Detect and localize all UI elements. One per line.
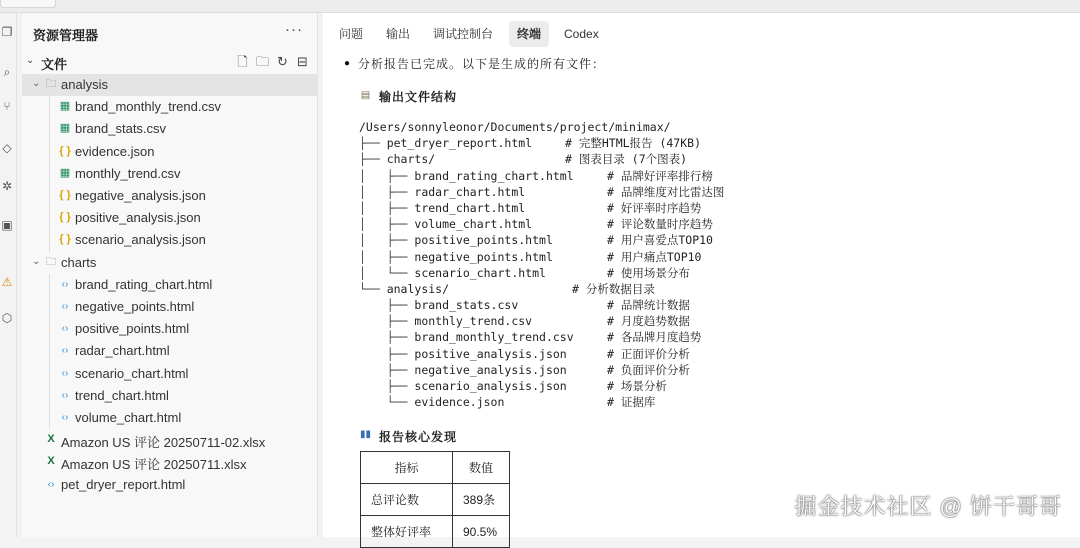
csv-file-icon: ▦ [58,100,72,113]
listing-comment: # 品牌统计数据 [607,297,690,313]
file-scenario-chart-html[interactable] [22,363,318,385]
listing-filename: positive_analysis.json [414,347,566,361]
listing-filename: radar_chart.html [414,185,525,199]
bullet-icon: ● [344,58,350,69]
tree-item-label: brand_monthly_trend.csv [75,99,221,114]
path-line: /Users/sonnyleonor/Documents/project/minimax/ [359,119,799,135]
tree-branch: ├── [359,136,387,150]
tree-item-label: negative_points.html [75,299,194,314]
tree-listing-line [359,329,799,345]
file-brand-stats-csv[interactable] [22,118,318,140]
explorer-title: 资源管理器 [33,25,98,44]
tree-item-label: radar_chart.html [75,343,170,358]
html-file-icon: ‹› [58,300,72,313]
file-positive-analysis-json[interactable] [22,207,318,229]
file-radar-chart-html[interactable] [22,340,318,362]
tree-branch: └── [359,395,414,409]
tree-branch: ├── [359,298,414,312]
csv-file-icon: ▦ [58,122,72,135]
folder-icon: 🗀 [44,256,58,269]
tree-branch: ├── [359,379,414,393]
file-volume-chart-html[interactable] [22,407,318,429]
table-header: 指标 [361,452,453,484]
listing-comment: # 好评率时序趋势 [607,200,701,216]
bottom-panel [323,13,1080,537]
excel-file-icon: X [44,455,58,468]
tree-item-label: scenario_analysis.json [75,232,206,247]
tree-listing-line [359,232,799,248]
tree-listing-line [359,394,799,410]
tree-branch: ├── [359,330,414,344]
chevron-down-icon: ⌄ [26,55,34,66]
file-brand-monthly-trend-csv[interactable] [22,96,318,118]
search-icon[interactable]: ⌕ [0,65,14,79]
html-file-icon: ‹› [44,478,58,491]
listing-filename: volume_chart.html [414,217,532,231]
tree-branch: │ ├── [359,217,414,231]
html-file-icon: ‹› [58,411,72,424]
json-file-icon: { } [58,233,72,246]
tree-listing-line [359,151,799,167]
warning-icon[interactable]: ⚠ [0,275,14,289]
tree-branch: ├── [359,152,387,166]
package-icon[interactable]: ⬡ [0,311,14,325]
section-actions [235,54,310,69]
explorer-sidebar [22,13,318,537]
html-file-icon: ‹› [58,278,72,291]
files-icon[interactable]: ❐ [0,25,14,39]
tab-problems[interactable]: 问题 [331,21,371,47]
table-header: 数值 [453,452,510,484]
listing-filename: analysis/ [387,282,449,296]
folder-analysis[interactable] [22,74,318,96]
bar-chart-icon: ▮▮ [359,429,372,441]
listing-filename: monthly_trend.csv [414,314,532,328]
file-evidence-json[interactable] [22,141,318,163]
tree-item-label: pet_dryer_report.html [61,477,185,492]
tree-listing-line [359,216,799,232]
tree-item-label: monthly_trend.csv [75,166,181,181]
tab-terminal[interactable]: 终端 [509,21,549,47]
tree-item-label: positive_points.html [75,321,189,336]
new-file-icon[interactable]: 🗋 [235,54,250,69]
listing-comment: # 用户喜爱点TOP10 [607,232,713,248]
tree-branch: ├── [359,347,414,361]
remote-explorer-icon[interactable]: ▣ [0,218,14,232]
file-root-2[interactable] [22,474,318,496]
listing-comment: # 证据库 [607,394,655,410]
tree-listing-line [359,265,799,281]
html-file-icon: ‹› [58,367,72,380]
tree-listing-line [359,313,799,329]
listing-filename: pet_dryer_report.html [387,136,532,150]
listing-filename: brand_rating_chart.html [414,169,573,183]
tree-listing-line [359,297,799,313]
listing-filename: negative_points.html [414,250,552,264]
listing-filename: positive_points.html [414,233,552,247]
csv-file-icon: ▦ [58,167,72,180]
tree-item-label: Amazon US 评论 20250711.xlsx [61,454,246,473]
refresh-icon[interactable]: ↻ [275,54,290,69]
tree-branch: │ ├── [359,201,414,215]
file-brand-rating-chart-html[interactable] [22,274,318,296]
table-row [361,516,510,548]
table-row [361,484,510,516]
listing-comment: # 评论数量时序趋势 [607,216,713,232]
file-scenario-analysis-json[interactable] [22,229,318,251]
panel-tabs [323,13,1080,55]
tree-item-label: analysis [61,77,108,92]
tab-debug-console[interactable]: 调试控制台 [425,21,501,47]
tree-item-label: negative_analysis.json [75,188,206,203]
run-debug-icon[interactable]: ◇ [0,141,14,155]
window-top-bar [0,0,1080,13]
folder-icon: 🗀 [44,78,58,91]
listing-filename: charts/ [387,152,435,166]
terminal-output[interactable] [323,55,1080,537]
listing-filename: trend_chart.html [414,201,525,215]
structure-heading: 输出文件结构 [379,88,457,105]
listing-comment: # 月度趋势数据 [607,313,690,329]
listing-filename: negative_analysis.json [414,363,566,377]
tree-branch: │ ├── [359,233,414,247]
tree-listing-line [359,281,799,297]
tree-item-label: evidence.json [75,144,155,159]
tree-item-label: brand_stats.csv [75,121,166,136]
tree-listing-line [359,184,799,200]
file-root-0[interactable] [22,429,318,451]
html-file-icon: ‹› [58,389,72,402]
listing-comment: # 图表目录 (7个图表) [565,151,687,167]
json-file-icon: { } [58,145,72,158]
listing-comment: # 正面评价分析 [607,346,690,362]
tree-branch: └── [359,282,387,296]
tree-listing-line [359,168,799,184]
tree-listing-line [359,346,799,362]
table-cell: 总评论数 [361,484,453,516]
tree-branch: ├── [359,363,414,377]
json-file-icon: { } [58,189,72,202]
tab-codex[interactable]: Codex [556,21,607,47]
excel-file-icon: X [44,433,58,446]
activity-bar [0,13,17,537]
listing-comment: # 使用场景分布 [607,265,690,281]
tree-item-label: Amazon US 评论 20250711-02.xlsx [61,432,265,451]
listing-filename: brand_monthly_trend.csv [414,330,573,344]
tree-item-label: brand_rating_chart.html [75,277,212,292]
table-cell: 整体好评率 [361,516,453,548]
table-header-row [361,452,510,484]
tree-branch: │ ├── [359,185,414,199]
tree-listing-line [359,200,799,216]
listing-comment: # 用户痛点TOP10 [607,249,701,265]
listing-filename: scenario_chart.html [414,266,546,280]
tree-listing-line [359,362,799,378]
tree-listing-line [359,378,799,394]
listing-comment: # 各品牌月度趋势 [607,329,701,345]
folder-charts[interactable] [22,252,318,274]
files-section-label: 文件 [41,54,67,73]
html-file-icon: ‹› [58,322,72,335]
chevron-down-icon: ⌄ [32,78,40,89]
tree-branch: ├── [359,314,414,328]
file-structure-listing [359,119,799,410]
listing-comment: # 负面评价分析 [607,362,690,378]
editor-tab-stub[interactable] [0,0,56,8]
collapse-icon[interactable]: ⊟ [295,54,310,69]
findings-heading: 报告核心发现 [379,428,457,445]
tree-listing-line [359,135,799,151]
tree-item-label: volume_chart.html [75,410,181,425]
files-section-header[interactable] [22,53,318,73]
listing-comment: # 品牌好评率排行榜 [607,168,713,184]
tree-item-label: positive_analysis.json [75,210,201,225]
listing-comment: # 场景分析 [607,378,667,394]
file-positive-points-html[interactable] [22,318,318,340]
indent-guide [49,96,50,251]
listing-filename: evidence.json [414,395,504,409]
note-icon: ▤ [359,90,372,102]
listing-comment: # 分析数据目录 [572,281,655,297]
chevron-down-icon: ⌄ [32,256,40,267]
more-actions-button[interactable]: ··· [285,21,303,38]
listing-comment: # 完整HTML报告 (47KB) [565,135,701,151]
watermark: 掘金技术社区 @ 饼干哥哥 [794,490,1062,521]
extensions-icon[interactable]: ✲ [0,179,14,193]
tree-branch: │ ├── [359,250,414,264]
tree-item-label: trend_chart.html [75,388,169,403]
listing-comment: # 品牌维度对比雷达图 [607,184,724,200]
tree-item-label: charts [61,255,96,270]
indent-guide [49,274,50,429]
file-negative-analysis-json[interactable] [22,185,318,207]
source-control-icon[interactable]: ⑂ [0,99,14,113]
terminal-intro-text: 分析报告已完成。以下是生成的所有文件： [358,55,605,72]
file-trend-chart-html[interactable] [22,385,318,407]
tree-item-label: scenario_chart.html [75,366,188,381]
listing-filename: brand_stats.csv [414,298,518,312]
file-negative-points-html[interactable] [22,296,318,318]
file-root-1[interactable] [22,451,318,473]
file-monthly-trend-csv[interactable] [22,163,318,185]
tab-output[interactable]: 输出 [378,21,418,47]
json-file-icon: { } [58,211,72,224]
tree-branch: │ └── [359,266,414,280]
table-cell: 389条 [453,484,510,516]
tree-listing-line [359,249,799,265]
listing-filename: scenario_analysis.json [414,379,566,393]
findings-table [360,451,510,548]
new-folder-icon[interactable]: 🗀 [255,54,270,69]
table-cell: 90.5% [453,516,510,548]
html-file-icon: ‹› [58,344,72,357]
tree-branch: │ ├── [359,169,414,183]
